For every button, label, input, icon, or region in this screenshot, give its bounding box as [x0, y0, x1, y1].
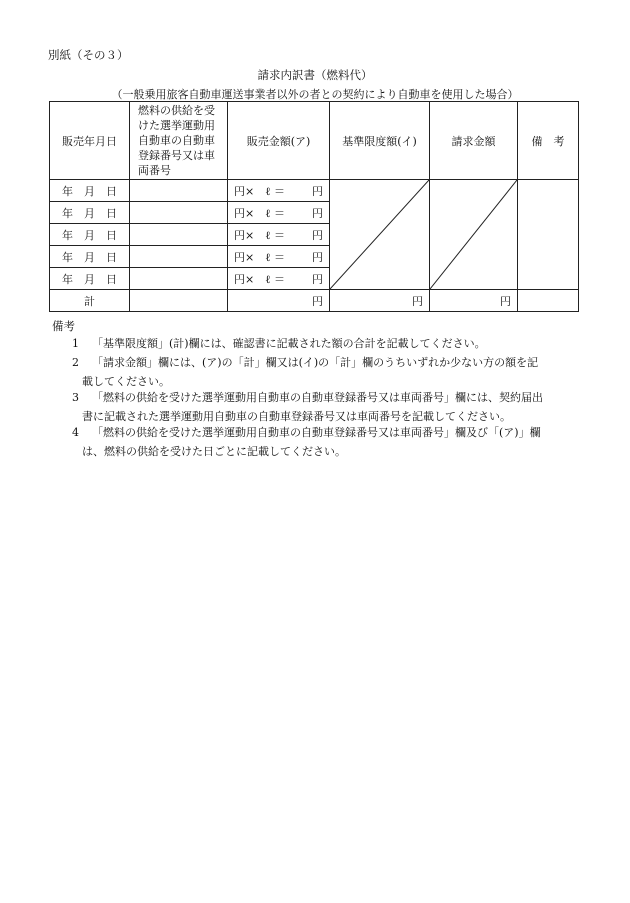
annex-label: 別紙（その３）: [48, 48, 129, 62]
table-header-row: [50, 102, 579, 180]
claim-amount-diagonal-cell: [430, 180, 518, 290]
note-text: 「基準限度額」(計)欄には、確認書に記載された額の合計を記載してください。: [92, 337, 486, 350]
amount-formula: 円× ℓ ＝: [234, 184, 285, 198]
amount-formula: 円× ℓ ＝: [234, 206, 285, 220]
header-remarks: 備 考: [518, 102, 579, 180]
sale-date-cell[interactable]: 年 月 日: [50, 224, 130, 246]
note-text: 「燃料の供給を受けた選挙運動用自動車の自動車登録番号又は車両番号」欄及び「(ア)」欄: [92, 426, 541, 439]
diagonal-slash-icon: [330, 180, 429, 289]
total-label: 計: [50, 290, 130, 312]
amount-yen: 円: [312, 272, 323, 286]
notes-heading: 備考: [52, 319, 75, 333]
amount-yen: 円: [312, 206, 323, 220]
header-fuel-line: けた選挙運動用: [138, 119, 215, 132]
header-sale-date: 販売年月日: [50, 102, 130, 180]
amount-yen: 円: [312, 228, 323, 242]
vehicle-number-cell[interactable]: [130, 202, 228, 224]
note-item: [72, 353, 592, 391]
note-number: 4: [72, 426, 79, 439]
sale-amount-cell[interactable]: [228, 180, 330, 202]
total-claim-amount[interactable]: 円: [430, 290, 518, 312]
header-fuel-line: 燃料の供給を受: [138, 104, 215, 117]
table-row: [50, 180, 579, 202]
header-fuel-line: 自動車の自動車: [138, 134, 215, 147]
sale-date-cell[interactable]: 年 月 日: [50, 268, 130, 290]
sale-amount-cell[interactable]: [228, 246, 330, 268]
sale-amount-cell[interactable]: [228, 268, 330, 290]
document-title: 請求内訳書（燃料代）: [257, 68, 373, 82]
amount-yen: 円: [312, 250, 323, 264]
sale-amount-cell[interactable]: [228, 224, 330, 246]
total-remarks-cell: [518, 290, 579, 312]
header-fuel-vehicle-number: [130, 102, 228, 180]
note-text: 「請求金額」欄には、(ア)の「計」欄又は(イ)の「計」欄のうちいずれか少ない方の額を記: [92, 356, 539, 369]
note-number: 1: [72, 337, 79, 350]
sale-amount-cell[interactable]: [228, 202, 330, 224]
header-base-limit: 基準限度額(イ): [330, 102, 430, 180]
amount-formula: 円× ℓ ＝: [234, 272, 285, 286]
amount-formula: 円× ℓ ＝: [234, 250, 285, 264]
note-text: 書に記載された選挙運動用自動車の自動車登録番号又は車両番号を記載してください。: [82, 410, 511, 423]
header-fuel-line: 登録番号又は車: [138, 149, 215, 162]
vehicle-number-cell[interactable]: [130, 268, 228, 290]
total-row: [50, 290, 579, 312]
diagonal-slash-icon: [430, 180, 517, 289]
total-sale-amount[interactable]: 円: [228, 290, 330, 312]
sale-date-cell[interactable]: 年 月 日: [50, 180, 130, 202]
remarks-cell[interactable]: [518, 180, 579, 290]
claim-breakdown-table: [49, 101, 579, 312]
header-claim-amount: 請求金額: [430, 102, 518, 180]
base-limit-diagonal-cell: [330, 180, 430, 290]
document-subtitle: （一般乗用旅客自動車運送事業者以外の者との契約により自動車を使用した場合）: [111, 88, 519, 101]
vehicle-number-cell[interactable]: [130, 224, 228, 246]
note-text: 「燃料の供給を受けた選挙運動用自動車の自動車登録番号又は車両番号」欄には、契約届出: [92, 391, 543, 404]
total-base-limit[interactable]: 円: [330, 290, 430, 312]
note-number: 2: [72, 356, 79, 369]
sale-date-cell[interactable]: 年 月 日: [50, 202, 130, 224]
header-fuel-line: 両番号: [138, 164, 171, 177]
vehicle-number-cell[interactable]: [130, 246, 228, 268]
note-text: 載してください。: [82, 375, 170, 388]
note-number: 3: [72, 391, 79, 404]
amount-yen: 円: [312, 184, 323, 198]
note-item: [72, 388, 592, 426]
note-item: [72, 423, 592, 461]
note-item: [72, 334, 592, 353]
amount-formula: 円× ℓ ＝: [234, 228, 285, 242]
note-text: は、燃料の供給を受けた日ごとに記載してください。: [82, 445, 346, 458]
vehicle-number-cell[interactable]: [130, 180, 228, 202]
header-sale-amount: 販売金額(ア): [228, 102, 330, 180]
total-vehicle-cell: [130, 290, 228, 312]
sale-date-cell[interactable]: 年 月 日: [50, 246, 130, 268]
